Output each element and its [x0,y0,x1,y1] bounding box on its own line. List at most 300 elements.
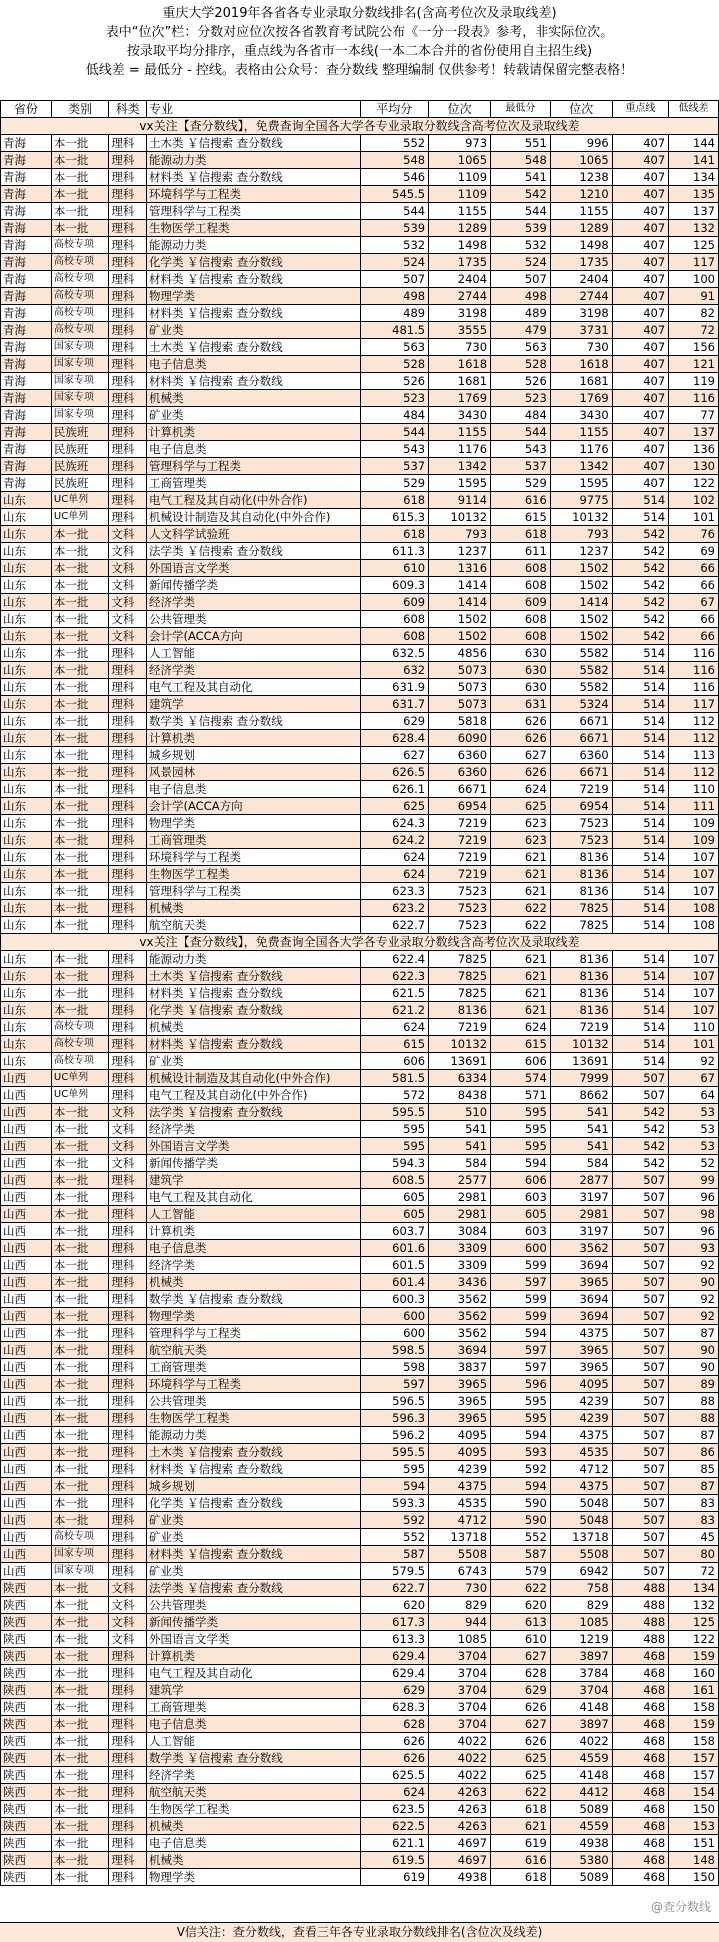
cell-line-diff: 125 [669,1614,719,1631]
cell-min-score: 574 [491,1070,551,1087]
cell-line-diff: 159 [669,1648,719,1665]
cell-avg-rank: 3309 [429,1257,491,1274]
cell-avg-score: 489 [360,305,429,322]
cell-min-score: 532 [491,237,551,254]
cell-key-line: 514 [612,492,668,509]
cell-subject: 文科 [109,1631,147,1648]
cell-key-line: 488 [612,1580,668,1597]
cell-min-score: 548 [491,152,551,169]
cell-line-diff: 53 [669,1121,719,1138]
table-row [1,1784,719,1801]
cell-major: 法学类 ￥信搜索 查分数线 [147,543,361,560]
cell-line-diff: 112 [669,764,719,781]
cell-key-line: 407 [612,373,668,390]
cell-batch: 高校专项 [51,288,109,305]
cell-avg-rank: 4239 [429,1461,491,1478]
cell-min-score: 552 [491,1529,551,1546]
cell-batch: 本一批 [51,1359,109,1376]
table-row [1,1376,719,1393]
promo-banner: vx关注【查分数线】，免费查询全国各大学各专业录取分数线含高考位次及录取线差 [1,118,719,135]
cell-major: 航空航天类 [147,1342,361,1359]
table-body-a [1,135,719,934]
cell-subject: 理科 [109,390,147,407]
cell-subject: 文科 [109,1580,147,1597]
cell-major: 经济学类 [147,1121,361,1138]
cell-key-line: 514 [612,1053,668,1070]
cell-avg-rank: 3965 [429,1393,491,1410]
col-min-rank: 位次 [550,101,612,118]
cell-avg-rank: 3309 [429,1240,491,1257]
cell-avg-rank: 1085 [429,1631,491,1648]
cell-key-line: 514 [612,832,668,849]
cell-avg-score: 600 [360,1308,429,1325]
col-line-diff: 低线差 [669,101,719,118]
cell-avg-score: 613.3 [360,1631,429,1648]
cell-min-rank: 3198 [550,305,612,322]
cell-avg-score: 619.5 [360,1852,429,1869]
cell-line-diff: 101 [669,1036,719,1053]
table-row [1,339,719,356]
cell-subject: 理科 [109,1019,147,1036]
cell-avg-rank: 7219 [429,866,491,883]
cell-min-rank: 5048 [550,1495,612,1512]
cell-major: 机械类 [147,1852,361,1869]
cell-key-line: 507 [612,1274,668,1291]
cell-line-diff: 116 [669,662,719,679]
table-row [1,135,719,152]
cell-province: 山东 [1,849,52,866]
cell-key-line: 514 [612,679,668,696]
cell-subject: 理科 [109,883,147,900]
cell-key-line: 488 [612,1614,668,1631]
cell-subject: 理科 [109,1461,147,1478]
cell-min-score: 605 [491,1206,551,1223]
cell-major: 化学类 ￥信搜索 查分数线 [147,254,361,271]
cell-key-line: 468 [612,1716,668,1733]
cell-major: 航空航天类 [147,917,361,934]
cell-province: 青海 [1,254,52,271]
cell-batch: 本一批 [51,1869,109,1886]
cell-min-rank: 1414 [550,594,612,611]
cell-subject: 理科 [109,798,147,815]
cell-min-score: 595 [491,1138,551,1155]
cell-province: 山西 [1,1393,52,1410]
cell-min-rank: 4148 [550,1699,612,1716]
watermark-text: @查分数线 [650,1900,711,1914]
cell-avg-rank: 793 [429,526,491,543]
cell-line-diff: 90 [669,1359,719,1376]
cell-province: 山西 [1,1495,52,1512]
cell-avg-score: 622.5 [360,1818,429,1835]
cell-avg-score: 594.3 [360,1155,429,1172]
cell-province: 青海 [1,237,52,254]
cell-province: 山东 [1,832,52,849]
cell-key-line: 407 [612,339,668,356]
cell-province: 山东 [1,798,52,815]
cell-province: 青海 [1,271,52,288]
cell-province: 陕西 [1,1631,52,1648]
cell-batch: 本一批 [51,1206,109,1223]
cell-key-line: 468 [612,1767,668,1784]
cell-subject: 理科 [109,1852,147,1869]
cell-major: 物理学类 [147,288,361,305]
table-row [1,1274,719,1291]
cell-avg-score: 629 [360,713,429,730]
cell-key-line: 468 [612,1699,668,1716]
table-row [1,1206,719,1223]
footer-banner: V信关注：查分数线，查看三年各专业录取分数线排名(含位次及线差) [0,1922,719,1942]
cell-min-score: 626 [491,1699,551,1716]
cell-avg-rank: 1414 [429,594,491,611]
cell-major: 材料类 ￥信搜索 查分数线 [147,373,361,390]
cell-major: 城乡规划 [147,1478,361,1495]
cell-min-score: 597 [491,1359,551,1376]
cell-province: 青海 [1,322,52,339]
cell-avg-rank: 8136 [429,1002,491,1019]
cell-subject: 理科 [109,713,147,730]
cell-province: 山西 [1,1308,52,1325]
cell-line-diff: 87 [669,1325,719,1342]
cell-province: 陕西 [1,1801,52,1818]
cell-avg-rank: 730 [429,1580,491,1597]
table-body-b [1,951,719,1886]
cell-min-rank: 6360 [550,747,612,764]
cell-key-line: 507 [612,1529,668,1546]
cell-subject: 理科 [109,322,147,339]
cell-line-diff: 89 [669,1376,719,1393]
cell-min-score: 630 [491,662,551,679]
cell-key-line: 468 [612,1682,668,1699]
cell-batch: 国家专项 [51,373,109,390]
cell-avg-score: 524 [360,254,429,271]
cell-avg-rank: 3084 [429,1223,491,1240]
cell-line-diff: 66 [669,577,719,594]
cell-province: 山东 [1,628,52,645]
cell-major: 环境科学与工程类 [147,186,361,203]
cell-subject: 理科 [109,1206,147,1223]
table-row [1,424,719,441]
cell-batch: 本一批 [51,1699,109,1716]
cell-min-score: 627 [491,747,551,764]
cell-line-diff: 52 [669,1155,719,1172]
cell-min-rank: 1210 [550,186,612,203]
cell-avg-score: 621.2 [360,1002,429,1019]
cell-key-line: 468 [612,1750,668,1767]
cell-subject: 文科 [109,543,147,560]
cell-line-diff: 156 [669,339,719,356]
cell-avg-score: 606 [360,1053,429,1070]
cell-batch: 本一批 [51,1631,109,1648]
cell-province: 青海 [1,424,52,441]
cell-key-line: 407 [612,305,668,322]
cell-province: 山西 [1,1478,52,1495]
cell-subject: 理科 [109,356,147,373]
cell-key-line: 507 [612,1444,668,1461]
cell-avg-rank: 3555 [429,322,491,339]
table-row [1,1155,719,1172]
cell-min-score: 599 [491,1308,551,1325]
cell-min-rank: 5048 [550,1512,612,1529]
cell-avg-score: 631.7 [360,696,429,713]
cell-min-score: 597 [491,1342,551,1359]
cell-min-score: 622 [491,1784,551,1801]
cell-min-rank: 4375 [550,1427,612,1444]
cell-min-score: 621 [491,849,551,866]
cell-province: 青海 [1,288,52,305]
cell-batch: 本一批 [51,713,109,730]
cell-subject: 理科 [109,1699,147,1716]
cell-major: 电子信息类 [147,1240,361,1257]
cell-subject: 理科 [109,1512,147,1529]
cell-batch: 本一批 [51,1461,109,1478]
table-row [1,1648,719,1665]
cell-province: 陕西 [1,1733,52,1750]
cell-min-score: 594 [491,1155,551,1172]
cell-batch: 本一批 [51,1733,109,1750]
cell-key-line: 507 [612,1291,668,1308]
cell-avg-rank: 1289 [429,220,491,237]
cell-province: 山东 [1,577,52,594]
cell-line-diff: 92 [669,1291,719,1308]
cell-line-diff: 77 [669,407,719,424]
cell-min-score: 592 [491,1461,551,1478]
cell-subject: 理科 [109,220,147,237]
cell-subject: 理科 [109,849,147,866]
cell-min-rank: 1085 [550,1614,612,1631]
cell-min-score: 621 [491,1002,551,1019]
cell-major: 公共管理类 [147,611,361,628]
cell-province: 山西 [1,1529,52,1546]
cell-major: 计算机类 [147,1648,361,1665]
cell-min-score: 621 [491,968,551,985]
cell-batch: 国家专项 [51,356,109,373]
table-row [1,781,719,798]
table-row [1,1801,719,1818]
cell-key-line: 507 [612,1546,668,1563]
cell-avg-score: 603.7 [360,1223,429,1240]
cell-subject: 理科 [109,1053,147,1070]
cell-line-diff: 102 [669,492,719,509]
cell-avg-score: 622.7 [360,917,429,934]
cell-min-score: 595 [491,1410,551,1427]
cell-line-diff: 45 [669,1529,719,1546]
cell-batch: 本一批 [51,679,109,696]
cell-avg-rank: 1681 [429,373,491,390]
cell-major: 土木类 ￥信搜索 查分数线 [147,339,361,356]
cell-min-rank: 5582 [550,679,612,696]
cell-subject: 理科 [109,1546,147,1563]
cell-line-diff: 66 [669,560,719,577]
cell-major: 电子信息类 [147,1835,361,1852]
cell-min-rank: 3965 [550,1274,612,1291]
cell-province: 青海 [1,203,52,220]
cell-major: 人工智能 [147,1206,361,1223]
cell-subject: 理科 [109,373,147,390]
cell-subject: 文科 [109,1614,147,1631]
cell-min-rank: 2877 [550,1172,612,1189]
cell-province: 青海 [1,169,52,186]
cell-subject: 理科 [109,1801,147,1818]
header-line-sort-note: 按录取平均分排序，重点线为各省市一本线(一本二本合并的省份使用自主招生线) [126,44,593,59]
cell-avg-rank: 7523 [429,917,491,934]
cell-key-line: 542 [612,1104,668,1121]
cell-avg-score: 596.5 [360,1393,429,1410]
cell-min-rank: 4535 [550,1444,612,1461]
cell-major: 材料类 ￥信搜索 查分数线 [147,985,361,1002]
cell-province: 陕西 [1,1597,52,1614]
cell-min-score: 618 [491,1869,551,1886]
table-row [1,1614,719,1631]
table-row [1,815,719,832]
cell-key-line: 468 [612,1801,668,1818]
cell-avg-score: 595.5 [360,1104,429,1121]
cell-subject: 文科 [109,611,147,628]
cell-min-score: 608 [491,611,551,628]
cell-avg-score: 621.1 [360,1835,429,1852]
cell-province: 青海 [1,356,52,373]
table-row [1,356,719,373]
cell-min-rank: 6671 [550,764,612,781]
cell-key-line: 507 [612,1172,668,1189]
cell-avg-score: 609.3 [360,577,429,594]
cell-key-line: 514 [612,662,668,679]
cell-major: 化学类 ￥信搜索 查分数线 [147,1495,361,1512]
cell-key-line: 507 [612,1308,668,1325]
cell-min-score: 484 [491,407,551,424]
cell-key-line: 507 [612,1376,668,1393]
cell-avg-rank: 1109 [429,169,491,186]
cell-min-rank: 7825 [550,917,612,934]
cell-subject: 理科 [109,1325,147,1342]
cell-province: 青海 [1,135,52,152]
table-row [1,407,719,424]
cell-min-score: 539 [491,220,551,237]
cell-key-line: 407 [612,169,668,186]
cell-min-rank: 3694 [550,1257,612,1274]
cell-key-line: 507 [612,1512,668,1529]
table-row [1,1240,719,1257]
cell-province: 山东 [1,526,52,543]
cell-avg-score: 624 [360,1019,429,1036]
cell-min-rank: 9775 [550,492,612,509]
cell-line-diff: 92 [669,1053,719,1070]
cell-avg-score: 624 [360,1784,429,1801]
cell-batch: 本一批 [51,1614,109,1631]
cell-min-score: 623 [491,815,551,832]
cell-avg-rank: 3704 [429,1665,491,1682]
cell-major: 风景园林 [147,764,361,781]
cell-line-diff: 91 [669,288,719,305]
cell-batch: UC单列 [51,492,109,509]
cell-major: 生物医学工程类 [147,1410,361,1427]
table-row [1,475,719,492]
cell-avg-score: 507 [360,271,429,288]
cell-province: 山东 [1,560,52,577]
cell-batch: 本一批 [51,1597,109,1614]
cell-province: 陕西 [1,1750,52,1767]
cell-batch: 本一批 [51,747,109,764]
cell-major: 管理科学与工程类 [147,203,361,220]
cell-avg-rank: 10132 [429,509,491,526]
cell-min-rank: 2981 [550,1206,612,1223]
cell-min-score: 594 [491,1325,551,1342]
cell-province: 陕西 [1,1665,52,1682]
cell-subject: 理科 [109,1682,147,1699]
cell-min-rank: 5089 [550,1869,612,1886]
cell-min-score: 608 [491,560,551,577]
cell-min-score: 590 [491,1512,551,1529]
cell-key-line: 407 [612,271,668,288]
cell-province: 陕西 [1,1835,52,1852]
cell-min-rank: 1342 [550,458,612,475]
cell-subject: 理科 [109,1189,147,1206]
cell-min-score: 603 [491,1189,551,1206]
cell-batch: 高校专项 [51,1053,109,1070]
cell-major: 经济学类 [147,1257,361,1274]
cell-province: 陕西 [1,1614,52,1631]
cell-line-diff: 157 [669,1767,719,1784]
cell-avg-rank: 7219 [429,815,491,832]
cell-batch: 本一批 [51,1580,109,1597]
cell-min-score: 621 [491,985,551,1002]
table-row [1,1750,719,1767]
cell-major: 工商管理类 [147,475,361,492]
cell-major: 建筑学 [147,696,361,713]
table-row [1,1359,719,1376]
cell-avg-score: 545.5 [360,186,429,203]
cell-subject: 理科 [109,1223,147,1240]
cell-major: 工商管理类 [147,832,361,849]
cell-avg-rank: 5818 [429,713,491,730]
cell-min-score: 620 [491,1597,551,1614]
cell-min-score: 622 [491,900,551,917]
cell-major: 电子信息类 [147,781,361,798]
cell-avg-score: 618 [360,492,429,509]
cell-batch: 民族班 [51,424,109,441]
cell-batch: 本一批 [51,560,109,577]
cell-min-score: 541 [491,169,551,186]
cell-key-line: 507 [612,1206,668,1223]
cell-avg-score: 625.5 [360,1767,429,1784]
cell-min-score: 529 [491,475,551,492]
cell-key-line: 514 [612,730,668,747]
cell-batch: 本一批 [51,1478,109,1495]
cell-subject: 理科 [109,169,147,186]
cell-avg-rank: 541 [429,1138,491,1155]
cell-min-score: 542 [491,186,551,203]
cell-batch: 本一批 [51,968,109,985]
cell-avg-score: 481.5 [360,322,429,339]
cell-line-diff: 100 [669,271,719,288]
cell-min-score: 543 [491,441,551,458]
cell-province: 陕西 [1,1869,52,1886]
cell-avg-rank: 5508 [429,1546,491,1563]
cell-province: 山东 [1,645,52,662]
cell-subject: 文科 [109,526,147,543]
cell-min-score: 595 [491,1121,551,1138]
score-table [0,100,719,1886]
cell-min-rank: 1502 [550,560,612,577]
promo-banner-mid: vx关注【查分数线】，免费查询全国各大学各专业录取分数线含高考位次及录取线差 [1,934,719,951]
col-avg-rank: 位次 [429,101,491,118]
cell-avg-score: 623.5 [360,1801,429,1818]
cell-province: 山东 [1,713,52,730]
cell-batch: 本一批 [51,1342,109,1359]
cell-batch: 本一批 [51,1444,109,1461]
cell-min-rank: 5508 [550,1546,612,1563]
cell-avg-rank: 4022 [429,1733,491,1750]
cell-avg-rank: 7219 [429,832,491,849]
